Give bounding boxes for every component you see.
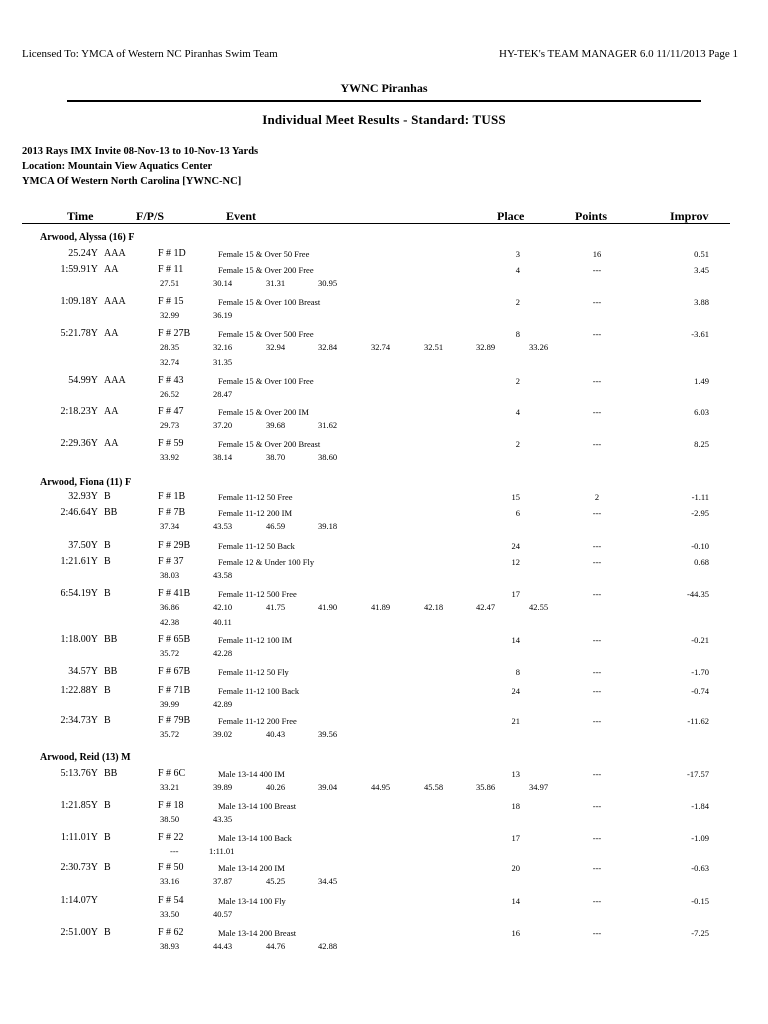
improv-value: -17.57 — [687, 769, 709, 779]
time-value: 32.93Y — [68, 491, 98, 502]
points-value: --- — [592, 508, 602, 518]
swimmer-name: Arwood, Reid (13) M — [40, 752, 131, 763]
place-value: 2 — [515, 439, 520, 449]
points-value: --- — [592, 769, 602, 779]
time-value: 1:14.07Y — [60, 895, 98, 906]
improv-value: 8.25 — [694, 439, 709, 449]
points-value: --- — [592, 635, 602, 645]
points-value: --- — [592, 801, 602, 811]
improv-value: 3.45 — [694, 265, 709, 275]
split-value: 27.51 — [160, 278, 180, 288]
result-time — [18, 927, 98, 938]
split-value: 36.86 — [160, 602, 180, 612]
place-value: 15 — [511, 492, 520, 502]
event-name: Male 13-14 400 IM — [218, 769, 285, 779]
split-value: 31.62 — [318, 420, 338, 430]
col-header-place: Place — [497, 209, 525, 223]
points-value: --- — [592, 541, 602, 551]
event-name: Female 15 & Over 100 Breast — [218, 297, 321, 307]
split-value: 42.88 — [318, 941, 338, 951]
time-standard: BB — [104, 507, 118, 518]
time-standard: AAA — [104, 248, 126, 259]
split-value: 42.18 — [424, 602, 444, 612]
points-value: --- — [592, 265, 602, 275]
improv-value: 3.88 — [694, 297, 709, 307]
points-value: --- — [592, 686, 602, 696]
split-value: 42.28 — [213, 648, 233, 658]
split-value: 45.25 — [266, 876, 286, 886]
event-name: Male 13-14 100 Fly — [218, 896, 286, 906]
split-value: 44.95 — [371, 782, 391, 792]
time-value: 37.50Y — [68, 540, 98, 551]
split-value: 38.60 — [318, 452, 338, 462]
header-rule — [22, 223, 730, 224]
split-value: 39.68 — [266, 420, 286, 430]
time-value: 54.99Y — [68, 375, 98, 386]
time-standard: B — [104, 715, 111, 726]
split-value: 30.95 — [318, 278, 338, 288]
split-value: 33.92 — [160, 452, 180, 462]
place-value: 17 — [511, 589, 520, 599]
event-name: Female 15 & Over 100 Free — [218, 376, 314, 386]
place-value: 4 — [515, 265, 520, 275]
time-standard: B — [104, 588, 111, 599]
result-time — [18, 264, 98, 275]
time-value: 1:11.01Y — [60, 832, 98, 843]
points-value: --- — [592, 376, 602, 386]
place-value: 6 — [515, 508, 520, 518]
split-value: 32.74 — [160, 357, 180, 367]
improv-value: -11.62 — [687, 716, 709, 726]
event-number: F # 1D — [158, 248, 186, 259]
result-time — [18, 491, 98, 502]
result-time — [18, 588, 98, 599]
split-value: 42.38 — [160, 617, 180, 627]
points-value: --- — [592, 557, 602, 567]
result-time — [18, 248, 98, 259]
result-time — [18, 832, 98, 843]
meet-name: 2013 Rays IMX Invite 08-Nov-13 to 10-Nov-13 Yards — [22, 146, 259, 157]
split-value: 33.50 — [160, 909, 180, 919]
time-value: 2:18.23Y — [60, 406, 98, 417]
split-value: 32.89 — [476, 342, 496, 352]
improv-value: -0.10 — [691, 541, 709, 551]
split-value: 39.99 — [160, 699, 180, 709]
improv-value: -1.09 — [691, 833, 709, 843]
result-time — [18, 895, 98, 906]
points-value: --- — [592, 716, 602, 726]
event-name: Female 11-12 500 Free — [218, 589, 297, 599]
time-standard: B — [104, 685, 111, 696]
time-value: 1:59.91Y — [60, 264, 98, 275]
place-value: 24 — [511, 686, 520, 696]
improv-value: -0.63 — [691, 863, 709, 873]
points-value: --- — [592, 896, 602, 906]
split-value: 38.03 — [160, 570, 180, 580]
improv-value: -44.35 — [687, 589, 709, 599]
result-time — [18, 715, 98, 726]
event-number: F # 6C — [158, 768, 186, 779]
split-value: 31.31 — [266, 278, 286, 288]
place-value: 24 — [511, 541, 520, 551]
split-value: 35.72 — [160, 648, 180, 658]
event-name: Female 11-12 50 Fly — [218, 667, 289, 677]
improv-value: -1.70 — [691, 667, 709, 677]
split-value: 41.89 — [371, 602, 391, 612]
software-page-info: HY-TEK's TEAM MANAGER 6.0 11/11/2013 Page 1 — [499, 48, 738, 60]
split-value: 38.50 — [160, 814, 180, 824]
split-value: 26.52 — [160, 389, 180, 399]
points-value: --- — [592, 407, 602, 417]
event-number: F # 67B — [158, 666, 191, 677]
result-time — [18, 768, 98, 779]
split-value: 32.51 — [424, 342, 444, 352]
split-value: 1:11.01 — [209, 846, 235, 856]
time-value: 2:29.36Y — [60, 438, 98, 449]
time-value: 2:34.73Y — [60, 715, 98, 726]
place-value: 13 — [511, 769, 520, 779]
time-value: 34.57Y — [68, 666, 98, 677]
result-time — [18, 438, 98, 449]
time-value: 2:51.00Y — [60, 927, 98, 938]
result-time — [18, 540, 98, 551]
event-name: Female 15 & Over 500 Free — [218, 329, 314, 339]
split-value: 43.58 — [213, 570, 233, 580]
split-value: 40.11 — [213, 617, 232, 627]
points-value: --- — [592, 928, 602, 938]
split-value: 38.70 — [266, 452, 286, 462]
points-value: --- — [592, 667, 602, 677]
event-number: F # 62 — [158, 927, 184, 938]
place-value: 8 — [515, 329, 520, 339]
split-value: 33.26 — [529, 342, 549, 352]
points-value: --- — [592, 863, 602, 873]
time-standard: B — [104, 832, 111, 843]
col-header-event: Event — [226, 209, 256, 223]
event-number: F # 47 — [158, 406, 184, 417]
time-standard: AA — [104, 264, 119, 275]
event-name: Male 13-14 100 Breast — [218, 801, 297, 811]
split-value: 39.18 — [318, 521, 338, 531]
time-standard: B — [104, 800, 111, 811]
event-number: F # 7B — [158, 507, 186, 518]
split-value: 30.14 — [213, 278, 233, 288]
split-value: 42.10 — [213, 602, 233, 612]
split-value: 40.57 — [213, 909, 233, 919]
time-standard: AAA — [104, 296, 126, 307]
event-name: Female 15 & Over 200 Free — [218, 265, 314, 275]
time-standard: BB — [104, 768, 118, 779]
event-name: Female 11-12 100 IM — [218, 635, 293, 645]
event-number: F # 27B — [158, 328, 191, 339]
points-value: --- — [592, 297, 602, 307]
split-value: 29.73 — [160, 420, 180, 430]
split-value: 40.43 — [266, 729, 286, 739]
split-value: 28.35 — [160, 342, 180, 352]
points-value: --- — [592, 439, 602, 449]
event-name: Female 12 & Under 100 Fly — [218, 557, 315, 567]
split-value: 42.55 — [529, 602, 549, 612]
time-standard: B — [104, 491, 111, 502]
place-value: 3 — [515, 249, 520, 259]
split-value: 38.93 — [160, 941, 180, 951]
event-number: F # 29B — [158, 540, 191, 551]
improv-value: -3.61 — [691, 329, 709, 339]
event-name: Female 11-12 50 Back — [218, 541, 295, 551]
time-standard: B — [104, 540, 111, 551]
result-time — [18, 800, 98, 811]
time-standard: B — [104, 927, 111, 938]
improv-value: -0.74 — [691, 686, 709, 696]
split-value: 40.26 — [266, 782, 286, 792]
result-time — [18, 634, 98, 645]
split-value: 35.86 — [476, 782, 496, 792]
license-text: Licensed To: YMCA of Western NC Piranhas Swim Team — [22, 48, 278, 60]
place-value: 20 — [511, 863, 520, 873]
event-number: F # 43 — [158, 375, 184, 386]
place-value: 2 — [515, 297, 520, 307]
time-value: 1:21.61Y — [60, 556, 98, 567]
place-value: 18 — [511, 801, 520, 811]
time-value: 2:30.73Y — [60, 862, 98, 873]
improv-value: -0.21 — [691, 635, 709, 645]
time-value: 5:13.76Y — [60, 768, 98, 779]
event-name: Female 15 & Over 200 Breast — [218, 439, 321, 449]
split-value: 38.14 — [213, 452, 233, 462]
swimmer-name: Arwood, Fiona (11) F — [40, 477, 132, 488]
time-standard: AA — [104, 328, 119, 339]
result-time — [18, 862, 98, 873]
split-value: 32.99 — [160, 310, 180, 320]
event-name: Male 13-14 200 IM — [218, 863, 285, 873]
event-number: F # 59 — [158, 438, 184, 449]
split-value: 43.35 — [213, 814, 233, 824]
split-value: 35.72 — [160, 729, 180, 739]
points-value: --- — [592, 833, 602, 843]
split-value: 45.58 — [424, 782, 444, 792]
result-time — [18, 556, 98, 567]
time-value: 1:22.88Y — [60, 685, 98, 696]
col-header-points: Points — [575, 209, 608, 223]
swimmer-name: Arwood, Alyssa (16) F — [40, 232, 135, 243]
place-value: 17 — [511, 833, 520, 843]
split-value: 39.56 — [318, 729, 338, 739]
split-value: 42.47 — [476, 602, 496, 612]
event-number: F # 37 — [158, 556, 184, 567]
improv-value: -2.95 — [691, 508, 709, 518]
points-value: --- — [592, 329, 602, 339]
event-number: F # 1B — [158, 491, 186, 502]
place-value: 4 — [515, 407, 520, 417]
split-value: --- — [170, 846, 179, 856]
split-value: 42.89 — [213, 699, 233, 709]
time-standard: BB — [104, 634, 118, 645]
event-number: F # 22 — [158, 832, 184, 843]
col-header-time: Time — [67, 209, 94, 223]
event-number: F # 65B — [158, 634, 191, 645]
result-time — [18, 375, 98, 386]
split-value: 34.45 — [318, 876, 338, 886]
time-standard: AA — [104, 438, 119, 449]
improv-value: -1.84 — [691, 801, 709, 811]
event-name: Female 15 & Over 200 IM — [218, 407, 309, 417]
split-value: 32.84 — [318, 342, 338, 352]
split-value: 33.16 — [160, 876, 180, 886]
event-number: F # 71B — [158, 685, 191, 696]
event-number: F # 41B — [158, 588, 191, 599]
event-name: Male 13-14 100 Back — [218, 833, 292, 843]
split-value: 44.76 — [266, 941, 286, 951]
split-value: 46.59 — [266, 521, 286, 531]
time-value: 1:18.00Y — [60, 634, 98, 645]
split-value: 41.90 — [318, 602, 338, 612]
place-value: 8 — [515, 667, 520, 677]
split-value: 39.02 — [213, 729, 233, 739]
improv-value: 0.51 — [694, 249, 709, 259]
event-number: F # 15 — [158, 296, 184, 307]
time-value: 6:54.19Y — [60, 588, 98, 599]
event-name: Female 11-12 200 IM — [218, 508, 293, 518]
points-value: 16 — [592, 249, 602, 259]
event-number: F # 18 — [158, 800, 184, 811]
report-subtitle: Individual Meet Results - Standard: TUSS — [262, 112, 506, 127]
split-value: 37.87 — [213, 876, 233, 886]
improv-value: 6.03 — [694, 407, 709, 417]
result-time — [18, 685, 98, 696]
split-value: 32.16 — [213, 342, 233, 352]
time-value: 5:21.78Y — [60, 328, 98, 339]
time-standard: B — [104, 862, 111, 873]
improv-value: -1.11 — [691, 492, 709, 502]
event-number: F # 79B — [158, 715, 191, 726]
split-value: 44.43 — [213, 941, 233, 951]
event-number: F # 11 — [158, 264, 184, 275]
event-name: Male 13-14 200 Breast — [218, 928, 297, 938]
split-value: 33.21 — [160, 782, 180, 792]
place-value: 14 — [511, 635, 520, 645]
improv-value: 0.68 — [694, 557, 709, 567]
event-name: Female 11-12 200 Free — [218, 716, 297, 726]
place-value: 14 — [511, 896, 520, 906]
split-value: 41.75 — [266, 602, 286, 612]
result-time — [18, 328, 98, 339]
time-standard: BB — [104, 666, 118, 677]
improv-value: -0.15 — [691, 896, 709, 906]
time-value: 1:21.85Y — [60, 800, 98, 811]
event-name: Female 11-12 100 Back — [218, 686, 300, 696]
points-value: 2 — [594, 492, 600, 502]
split-value: 37.34 — [160, 521, 180, 531]
split-value: 37.20 — [213, 420, 233, 430]
time-standard: B — [104, 556, 111, 567]
result-time — [18, 666, 98, 677]
col-header-improv: Improv — [670, 209, 709, 223]
split-value: 31.35 — [213, 357, 233, 367]
split-value: 36.19 — [213, 310, 233, 320]
split-value: 32.74 — [371, 342, 391, 352]
split-value: 28.47 — [213, 389, 233, 399]
title-rule — [67, 100, 701, 102]
col-header-fps: F/P/S — [136, 209, 165, 223]
split-value: 34.97 — [529, 782, 549, 792]
time-value: 1:09.18Y — [60, 296, 98, 307]
event-name: Female 11-12 50 Free — [218, 492, 293, 502]
split-value: 39.89 — [213, 782, 233, 792]
split-value: 32.94 — [266, 342, 286, 352]
time-value: 2:46.64Y — [60, 507, 98, 518]
place-value: 21 — [511, 716, 520, 726]
result-time — [18, 507, 98, 518]
place-value: 2 — [515, 376, 520, 386]
meet-location: Location: Mountain View Aquatics Center — [22, 161, 213, 172]
improv-value: 1.49 — [694, 376, 709, 386]
split-value: 43.53 — [213, 521, 233, 531]
time-value: 25.24Y — [68, 248, 98, 259]
split-value: 39.04 — [318, 782, 338, 792]
event-name: Female 15 & Over 50 Free — [218, 249, 310, 259]
points-value: --- — [592, 589, 602, 599]
place-value: 16 — [511, 928, 520, 938]
time-standard: AAA — [104, 375, 126, 386]
time-standard: AA — [104, 406, 119, 417]
team-title: YWNC Piranhas — [340, 81, 428, 95]
place-value: 12 — [511, 557, 520, 567]
event-number: F # 50 — [158, 862, 184, 873]
result-time — [18, 406, 98, 417]
meet-club: YMCA Of Western North Carolina [YWNC-NC] — [22, 176, 242, 187]
result-time — [18, 296, 98, 307]
improv-value: -7.25 — [691, 928, 709, 938]
event-number: F # 54 — [158, 895, 184, 906]
